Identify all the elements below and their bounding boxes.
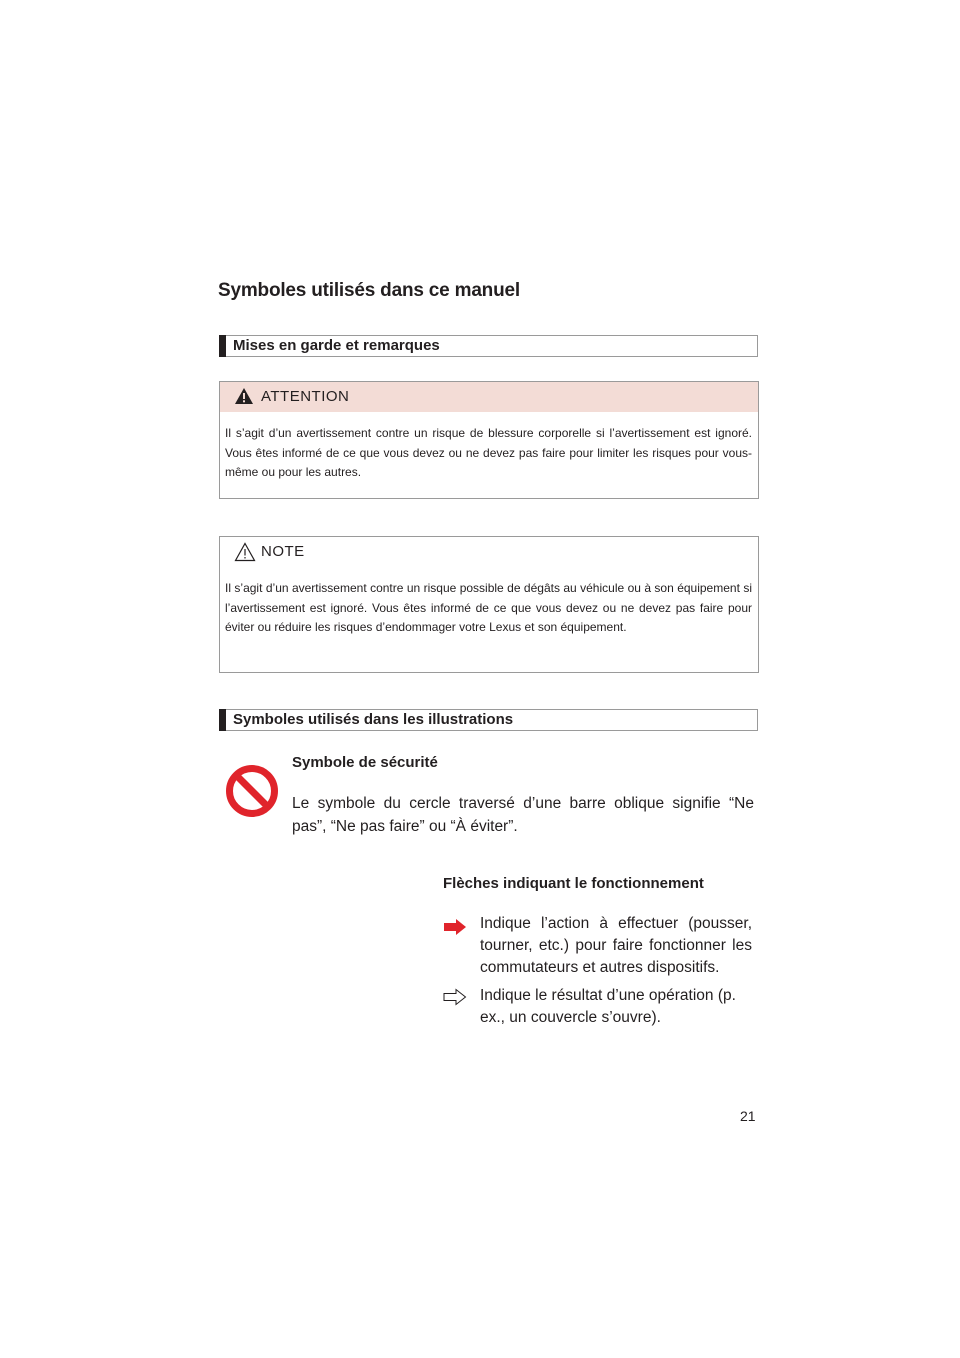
safety-symbol-title: Symbole de sécurité xyxy=(292,754,438,771)
note-text: Il s’agit d’un avertissement contre un risque possible de dégâts au véhicule ou à son équipement si l’avertissement est ignoré. Vous êtes informé de ce que vous devez ou ne devez pas faire pour éviter ou réduire les risques d’endommager votre Lexus et son équipement. xyxy=(225,581,752,634)
section-heading-illustrations xyxy=(219,709,758,731)
attention-label: ATTENTION xyxy=(261,388,350,405)
note-box xyxy=(219,536,759,673)
attention-box xyxy=(219,381,759,499)
section-heading-bar xyxy=(219,709,226,731)
section-heading-bar xyxy=(219,335,226,357)
filled-arrow-right-icon xyxy=(443,918,467,941)
section-heading-text: Mises en garde et remarques xyxy=(233,337,440,354)
note-label: NOTE xyxy=(261,543,305,560)
page-title: Symboles utilisés dans ce manuel xyxy=(218,280,520,301)
prohibition-icon xyxy=(225,764,279,823)
warning-triangle-outline-icon xyxy=(234,542,256,567)
attention-text: Il s’agit d’un avertissement contre un risque de blessure corporelle si l’avertissement est ignoré. Vous êtes informé de ce que vous devez ou ne devez pas faire pour limiter les risques pour vous-même ou pour les autres. xyxy=(225,426,752,479)
page-number: 21 xyxy=(740,1108,756,1124)
arrows-title: Flèches indiquant le fonctionnement xyxy=(443,875,704,892)
note-header xyxy=(220,537,758,567)
arrow-action-text: Indique l’action à effectuer (pousser, tourner, etc.) pour faire fonctionner les commutateurs et autres dispositifs. xyxy=(480,915,752,976)
arrow-result-text: Indique le résultat d’une opération (p. ex., un couvercle s’ouvre). xyxy=(480,987,736,1026)
outline-arrow-right-icon xyxy=(443,988,467,1011)
section-heading-warnings xyxy=(219,335,758,357)
safety-symbol-text: Le symbole du cercle traversé d’une barre oblique signifie “Ne pas”, “Ne pas faire” ou “À éviter”. xyxy=(292,795,754,835)
warning-triangle-filled-icon xyxy=(234,387,254,410)
section-heading-text: Symboles utilisés dans les illustrations xyxy=(233,711,514,728)
attention-header xyxy=(220,382,758,412)
